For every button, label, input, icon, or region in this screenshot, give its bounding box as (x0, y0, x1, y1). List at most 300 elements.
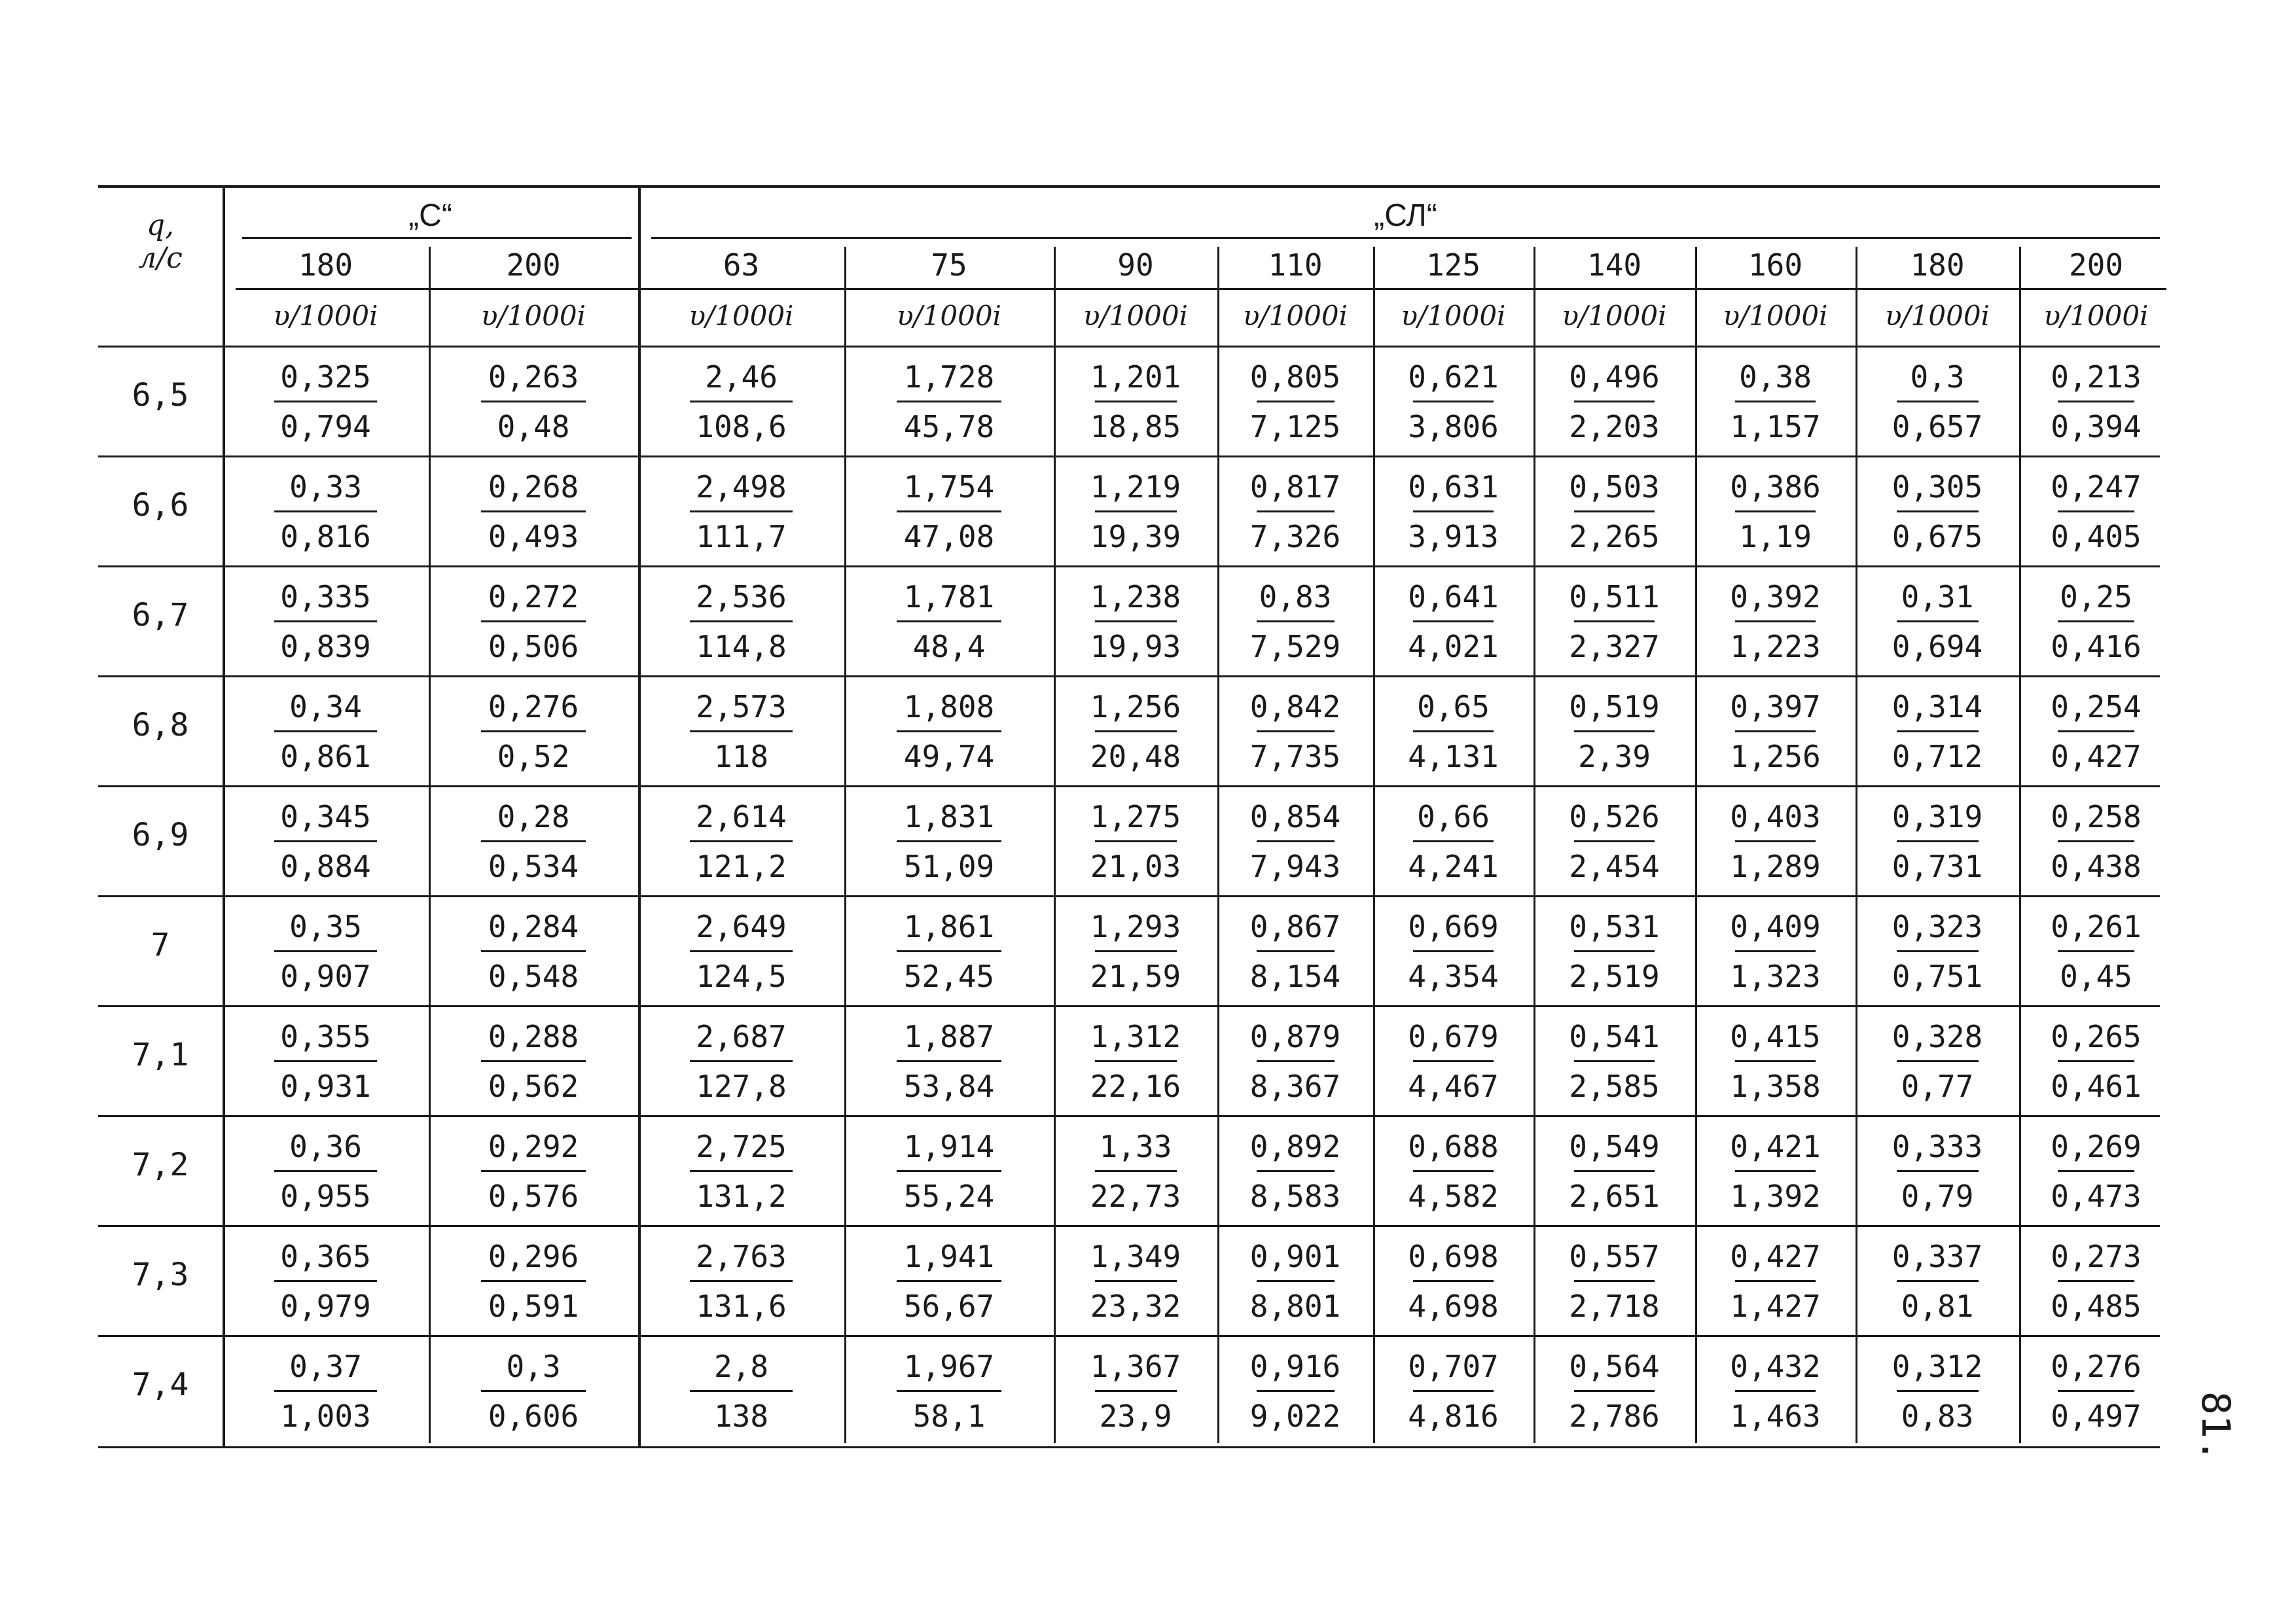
velocity-value: 0,305 (1892, 469, 1983, 505)
q-value: 6,8 (132, 707, 189, 743)
row-separator (98, 1115, 2160, 1117)
velocity-value: 0,669 (1408, 909, 1499, 944)
headloss-value: 23,32 (1090, 1289, 1181, 1324)
velocity-value: 0,325 (280, 359, 371, 395)
headloss-value: 18,85 (1090, 409, 1181, 444)
fraction-bar (1413, 401, 1494, 402)
fraction-bar (1574, 840, 1655, 842)
headloss-value: 127,8 (696, 1069, 787, 1104)
fraction-bar (1257, 1170, 1335, 1172)
velocity-value: 1,754 (903, 469, 995, 505)
table-bottom-rule (98, 1446, 2160, 1448)
headloss-value: 114,8 (696, 629, 787, 664)
velocity-value: 0,854 (1249, 799, 1341, 834)
fraction-bar (274, 620, 378, 622)
headloss-value: 0,931 (280, 1069, 371, 1104)
velocity-value: 2,649 (696, 909, 787, 944)
velocity-value: 0,421 (1730, 1129, 1821, 1164)
velocity-value: 0,254 (2051, 689, 2142, 724)
fraction-bar (1095, 620, 1177, 622)
fraction-bar (690, 1170, 793, 1172)
velocity-value: 0,557 (1569, 1239, 1660, 1274)
headloss-value: 111,7 (696, 519, 787, 554)
fraction-bar (690, 730, 793, 732)
fraction-bar (1574, 401, 1655, 402)
fraction-bar (897, 510, 1001, 512)
headloss-value: 4,698 (1408, 1289, 1499, 1324)
velocity-value: 0,707 (1408, 1349, 1499, 1384)
headloss-value: 3,806 (1408, 409, 1499, 444)
headloss-value: 1,289 (1730, 849, 1821, 884)
fraction-bar (1095, 510, 1177, 512)
fraction-bar (690, 1390, 793, 1392)
velocity-value: 1,831 (903, 799, 995, 834)
q-value: 6,6 (132, 487, 189, 524)
fraction-bar (1897, 510, 1979, 512)
velocity-value: 1,861 (903, 909, 995, 944)
headloss-value: 7,529 (1249, 629, 1341, 664)
velocity-headloss-header: υ/1000i (1401, 300, 1506, 332)
fraction-bar (481, 950, 586, 952)
column-divider (429, 247, 431, 1443)
fraction-bar (690, 620, 793, 622)
velocity-value: 0,213 (2051, 359, 2142, 395)
velocity-value: 0,261 (2051, 909, 2142, 944)
fraction-bar (481, 1280, 586, 1282)
fraction-bar (2058, 950, 2135, 952)
fraction-bar (690, 510, 793, 512)
headloss-value: 2,39 (1578, 739, 1651, 774)
fraction-bar (1735, 401, 1816, 402)
fraction-bar (897, 1170, 1001, 1172)
velocity-value: 0,314 (1892, 689, 1983, 724)
column-divider (1373, 247, 1375, 1443)
fraction-bar (2058, 1170, 2135, 1172)
headloss-value: 0,427 (2051, 739, 2142, 774)
headloss-value: 21,59 (1090, 959, 1181, 994)
velocity-value: 1,781 (903, 579, 995, 615)
velocity-value: 1,941 (903, 1239, 995, 1274)
headloss-value: 55,24 (903, 1179, 995, 1214)
fraction-bar (1735, 1170, 1816, 1172)
velocity-value: 0,879 (1249, 1019, 1341, 1054)
velocity-value: 0,38 (1739, 359, 1812, 395)
velocity-value: 0,3 (1910, 359, 1965, 395)
velocity-value: 0,503 (1569, 469, 1660, 505)
column-divider (844, 247, 846, 1443)
fraction-bar (1413, 950, 1494, 952)
fraction-bar (1257, 950, 1335, 952)
headloss-value: 47,08 (903, 519, 995, 554)
fraction-bar (2058, 730, 2135, 732)
velocity-value: 0,564 (1569, 1349, 1660, 1384)
fraction-bar (1095, 1390, 1177, 1392)
fraction-bar (274, 840, 378, 842)
fraction-bar (1413, 840, 1494, 842)
velocity-value: 2,573 (696, 689, 787, 724)
velocity-value: 0,511 (1569, 579, 1660, 615)
headloss-value: 0,416 (2051, 629, 2142, 664)
fraction-bar (481, 401, 586, 402)
velocity-value: 0,258 (2051, 799, 2142, 834)
fraction-bar (897, 620, 1001, 622)
q-value: 6,5 (132, 377, 189, 414)
headloss-value: 1,463 (1730, 1399, 1821, 1434)
velocity-value: 0,34 (289, 689, 362, 724)
headloss-value: 0,751 (1892, 959, 1983, 994)
headloss-value: 8,154 (1249, 959, 1341, 994)
headloss-value: 7,125 (1249, 409, 1341, 444)
fraction-bar (274, 401, 378, 402)
row-separator (98, 1225, 2160, 1227)
headloss-value: 8,801 (1249, 1289, 1341, 1324)
fraction-bar (1574, 1390, 1655, 1392)
diameter-header: 180 (298, 247, 353, 283)
fraction-bar (897, 730, 1001, 732)
velocity-value: 0,268 (488, 469, 579, 505)
headloss-value: 9,022 (1249, 1399, 1341, 1434)
headloss-value: 4,582 (1408, 1179, 1499, 1214)
diameter-header: 140 (1587, 247, 1642, 283)
velocity-headloss-header: υ/1000i (480, 300, 586, 332)
headloss-value: 0,979 (280, 1289, 371, 1324)
velocity-value: 2,725 (696, 1129, 787, 1164)
velocity-value: 1,967 (903, 1349, 995, 1384)
fraction-bar (274, 1390, 378, 1392)
fraction-bar (274, 730, 378, 732)
fraction-bar (1735, 950, 1816, 952)
fraction-bar (1095, 401, 1177, 402)
headloss-value: 23,9 (1099, 1399, 1172, 1434)
headloss-value: 45,78 (903, 409, 995, 444)
fraction-bar (2058, 840, 2135, 842)
fraction-bar (1735, 510, 1816, 512)
fraction-bar (2058, 1060, 2135, 1062)
fraction-bar (1413, 1280, 1494, 1282)
fraction-bar (481, 1390, 586, 1392)
velocity-value: 2,536 (696, 579, 787, 615)
headloss-value: 22,16 (1090, 1069, 1181, 1104)
fraction-bar (897, 401, 1001, 402)
fraction-bar (1257, 401, 1335, 402)
headloss-value: 0,884 (280, 849, 371, 884)
fraction-bar (1574, 510, 1655, 512)
fraction-bar (481, 730, 586, 732)
fraction-bar (1897, 1060, 1979, 1062)
velocity-value: 1,238 (1090, 579, 1181, 615)
column-divider (2019, 247, 2021, 1443)
headloss-value: 0,438 (2051, 849, 2142, 884)
velocity-value: 0,288 (488, 1019, 579, 1054)
group-header-s: „С“ (408, 198, 452, 233)
headloss-value: 4,467 (1408, 1069, 1499, 1104)
headloss-value: 1,003 (280, 1399, 371, 1434)
fraction-bar (2058, 510, 2135, 512)
fraction-bar (1413, 620, 1494, 622)
velocity-value: 0,272 (488, 579, 579, 615)
fraction-bar (1735, 1060, 1816, 1062)
headloss-value: 0,506 (488, 629, 579, 664)
velocity-value: 0,526 (1569, 799, 1660, 834)
headloss-value: 0,405 (2051, 519, 2142, 554)
headloss-value: 0,816 (280, 519, 371, 554)
group-divider (638, 185, 641, 1446)
headloss-value: 7,943 (1249, 849, 1341, 884)
velocity-value: 0,273 (2051, 1239, 2142, 1274)
headloss-value: 3,913 (1408, 519, 1499, 554)
headloss-value: 8,583 (1249, 1179, 1341, 1214)
velocity-value: 0,247 (2051, 469, 2142, 505)
headloss-value: 52,45 (903, 959, 995, 994)
velocity-value: 0,37 (289, 1349, 362, 1384)
velocity-value: 1,914 (903, 1129, 995, 1164)
velocity-headloss-header: υ/1000i (1083, 300, 1189, 332)
velocity-value: 0,263 (488, 359, 579, 395)
fraction-bar (690, 1060, 793, 1062)
velocity-value: 0,427 (1730, 1239, 1821, 1274)
fraction-bar (1095, 840, 1177, 842)
fraction-bar (1413, 730, 1494, 732)
velocity-value: 0,698 (1408, 1239, 1499, 1274)
row-separator (98, 455, 2160, 457)
headloss-value: 2,651 (1569, 1179, 1660, 1214)
velocity-value: 0,355 (280, 1019, 371, 1054)
headloss-value: 7,735 (1249, 739, 1341, 774)
headloss-value: 124,5 (696, 959, 787, 994)
velocity-value: 0,415 (1730, 1019, 1821, 1054)
velocity-value: 0,842 (1249, 689, 1341, 724)
fraction-bar (1735, 1390, 1816, 1392)
velocity-headloss-header: υ/1000i (2043, 300, 2149, 332)
fraction-bar (1897, 401, 1979, 402)
headloss-value: 118 (713, 739, 769, 774)
headloss-value: 0,794 (280, 409, 371, 444)
headloss-value: 4,354 (1408, 959, 1499, 994)
headloss-value: 0,606 (488, 1399, 579, 1434)
fraction-bar (481, 510, 586, 512)
diameter-row-rule (236, 288, 2166, 290)
headloss-value: 1,323 (1730, 959, 1821, 994)
velocity-value: 1,219 (1090, 469, 1181, 505)
velocity-value: 0,333 (1892, 1129, 1983, 1164)
headloss-value: 0,548 (488, 959, 579, 994)
velocity-value: 0,621 (1408, 359, 1499, 395)
velocity-value: 0,296 (488, 1239, 579, 1274)
q-value: 7,1 (132, 1037, 189, 1073)
fraction-bar (1897, 730, 1979, 732)
diameter-header: 180 (1910, 247, 1965, 283)
fraction-bar (1574, 1060, 1655, 1062)
fraction-bar (1897, 950, 1979, 952)
headloss-value: 20,48 (1090, 739, 1181, 774)
headloss-value: 0,731 (1892, 849, 1983, 884)
velocity-value: 0,641 (1408, 579, 1499, 615)
fraction-bar (1574, 950, 1655, 952)
headloss-value: 1,358 (1730, 1069, 1821, 1104)
headloss-value: 0,591 (488, 1289, 579, 1324)
fraction-bar (1095, 950, 1177, 952)
fraction-bar (1257, 840, 1335, 842)
headloss-value: 2,786 (1569, 1399, 1660, 1434)
fraction-bar (2058, 620, 2135, 622)
headloss-value: 4,131 (1408, 739, 1499, 774)
velocity-value: 0,392 (1730, 579, 1821, 615)
q-value: 7,3 (132, 1257, 189, 1293)
headloss-value: 22,73 (1090, 1179, 1181, 1214)
fraction-bar (1257, 510, 1335, 512)
headloss-value: 2,519 (1569, 959, 1660, 994)
velocity-value: 1,293 (1090, 909, 1181, 944)
velocity-value: 0,65 (1417, 689, 1490, 724)
fraction-bar (274, 950, 378, 952)
fraction-bar (897, 950, 1001, 952)
headloss-value: 2,327 (1569, 629, 1660, 664)
fraction-bar (1574, 620, 1655, 622)
velocity-value: 0,284 (488, 909, 579, 944)
velocity-value: 0,817 (1249, 469, 1341, 505)
headloss-value: 2,718 (1569, 1289, 1660, 1324)
velocity-value: 0,549 (1569, 1129, 1660, 1164)
fraction-bar (481, 1170, 586, 1172)
headloss-value: 0,675 (1892, 519, 1983, 554)
velocity-headloss-header: υ/1000i (1723, 300, 1828, 332)
fraction-bar (274, 1280, 378, 1282)
headloss-value: 0,712 (1892, 739, 1983, 774)
fraction-bar (274, 1170, 378, 1172)
headloss-value: 8,367 (1249, 1069, 1341, 1104)
headloss-value: 2,265 (1569, 519, 1660, 554)
velocity-value: 0,35 (289, 909, 362, 944)
velocity-value: 0,519 (1569, 689, 1660, 724)
column-divider (1534, 247, 1535, 1443)
velocity-value: 0,66 (1417, 799, 1490, 834)
group-s-underline (242, 237, 632, 239)
diameter-header: 75 (931, 247, 967, 283)
q-value: 7 (151, 927, 170, 963)
fraction-bar (1413, 510, 1494, 512)
headloss-value: 0,473 (2051, 1179, 2142, 1214)
fraction-bar (897, 840, 1001, 842)
fraction-bar (690, 950, 793, 952)
velocity-value: 0,541 (1569, 1019, 1660, 1054)
table-top-rule (98, 185, 2160, 188)
velocity-value: 1,201 (1090, 359, 1181, 395)
velocity-headloss-header: υ/1000i (273, 300, 378, 332)
fraction-bar (481, 620, 586, 622)
fraction-bar (1897, 1170, 1979, 1172)
fraction-bar (2058, 401, 2135, 402)
fraction-bar (2058, 1280, 2135, 1282)
velocity-value: 2,498 (696, 469, 787, 505)
page-number: 81. (2193, 1391, 2238, 1463)
fraction-bar (1413, 1060, 1494, 1062)
velocity-value: 0,432 (1730, 1349, 1821, 1384)
velocity-value: 0,83 (1259, 579, 1332, 615)
fraction-bar (1897, 620, 1979, 622)
fraction-bar (897, 1280, 1001, 1282)
headloss-value: 0,394 (2051, 409, 2142, 444)
velocity-value: 1,275 (1090, 799, 1181, 834)
column-divider (1054, 247, 1056, 1443)
headloss-value: 0,694 (1892, 629, 1983, 664)
headloss-value: 21,03 (1090, 849, 1181, 884)
fraction-bar (1897, 1390, 1979, 1392)
velocity-value: 0,916 (1249, 1349, 1341, 1384)
velocity-value: 1,808 (903, 689, 995, 724)
velocity-value: 0,337 (1892, 1239, 1983, 1274)
headloss-value: 0,861 (280, 739, 371, 774)
diameter-header: 125 (1426, 247, 1481, 283)
headloss-value: 51,09 (903, 849, 995, 884)
velocity-headloss-header: υ/1000i (1562, 300, 1667, 332)
velocity-value: 0,28 (497, 799, 570, 834)
velocity-value: 0,312 (1892, 1349, 1983, 1384)
headloss-value: 0,839 (280, 629, 371, 664)
headloss-value: 0,562 (488, 1069, 579, 1104)
velocity-value: 1,349 (1090, 1239, 1181, 1274)
velocity-value: 0,409 (1730, 909, 1821, 944)
headloss-value: 2,454 (1569, 849, 1660, 884)
velocity-value: 0,25 (2060, 579, 2132, 615)
headloss-value: 0,493 (488, 519, 579, 554)
fraction-bar (1897, 840, 1979, 842)
velocity-headloss-header: υ/1000i (689, 300, 794, 332)
velocity-value: 0,33 (289, 469, 362, 505)
headloss-value: 131,6 (696, 1289, 787, 1324)
velocity-value: 1,256 (1090, 689, 1181, 724)
headloss-value: 19,93 (1090, 629, 1181, 664)
q-column-divider (223, 185, 225, 1446)
diameter-header: 63 (723, 247, 760, 283)
fraction-bar (897, 1390, 1001, 1392)
headloss-value: 0,576 (488, 1179, 579, 1214)
fraction-bar (1257, 1390, 1335, 1392)
headloss-value: 1,157 (1730, 409, 1821, 444)
headloss-value: 58,1 (912, 1399, 986, 1434)
headloss-value: 2,203 (1569, 409, 1660, 444)
velocity-headloss-header: υ/1000i (896, 300, 1002, 332)
headloss-value: 1,256 (1730, 739, 1821, 774)
velocity-value: 0,323 (1892, 909, 1983, 944)
headloss-value: 0,534 (488, 849, 579, 884)
headloss-value: 1,19 (1739, 519, 1812, 554)
fraction-bar (1257, 730, 1335, 732)
velocity-value: 2,8 (713, 1349, 769, 1384)
fraction-bar (481, 1060, 586, 1062)
velocity-value: 1,887 (903, 1019, 995, 1054)
row-separator (98, 1335, 2160, 1337)
velocity-value: 2,687 (696, 1019, 787, 1054)
velocity-value: 0,867 (1249, 909, 1341, 944)
headloss-value: 4,816 (1408, 1399, 1499, 1434)
velocity-value: 0,276 (2051, 1349, 2142, 1384)
headloss-value: 4,241 (1408, 849, 1499, 884)
velocity-value: 0,805 (1249, 359, 1341, 395)
headloss-value: 48,4 (912, 629, 986, 664)
headloss-value: 0,461 (2051, 1069, 2142, 1104)
velocity-value: 0,3 (506, 1349, 561, 1384)
velocity-value: 1,33 (1099, 1129, 1172, 1164)
header-bottom-rule (98, 346, 2160, 348)
fraction-bar (1574, 730, 1655, 732)
group-sl-underline (651, 237, 2160, 239)
headloss-value: 0,81 (1901, 1289, 1974, 1324)
fraction-bar (1574, 1170, 1655, 1172)
velocity-value: 0,688 (1408, 1129, 1499, 1164)
diameter-header: 200 (2068, 247, 2124, 283)
fraction-bar (1095, 1060, 1177, 1062)
velocity-value: 0,892 (1249, 1129, 1341, 1164)
